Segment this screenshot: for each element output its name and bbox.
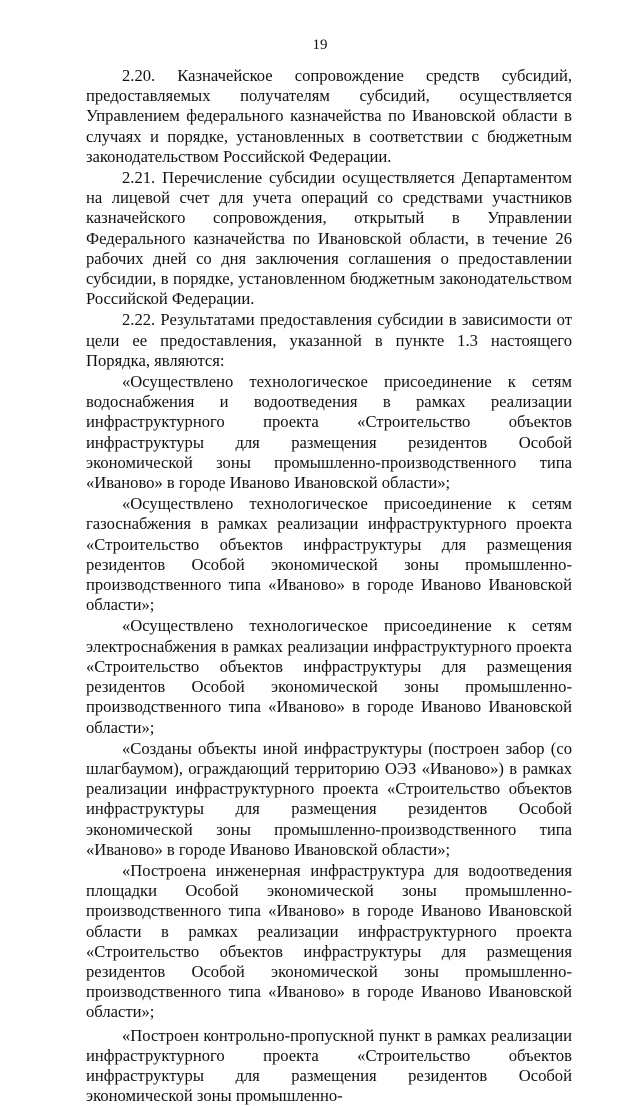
result-checkpoint: «Построен контрольно-пропускной пункт в рамках реализации инфраструктурного проекта «Строительство объектов инфраструктуры для размещения резидентов Особой экономической зоны промышленно-: [86, 1025, 572, 1106]
result-electric-connection: «Осуществлено технологическое присоединение к сетям электроснабжения в рамках реализации инфраструктурного проекта «Строительство объектов инфраструктуры для размещения резидентов Особой экономической зоны промышленно-производственного типа «Иваново» в городе Иваново Ивановской области»;: [86, 616, 572, 737]
result-gas-connection: «Осуществлено технологическое присоединение к сетям газоснабжения в рамках реализации инфраструктурного проекта «Строительство объектов инфраструктуры для размещения резидентов Особой экономической зоны промышленно-производственного типа «Иваново» в городе Иваново Ивановской области»;: [86, 494, 572, 615]
result-fence-infrastructure: «Созданы объекты иной инфраструктуры (построен забор (со шлагбаумом), ограждающий территорию ОЭЗ «Иваново») в рамках реализации инфраструктурного проекта «Строительство объектов инфраструктуры для размещения резидентов Особой экономической зоны промышленно-производственного типа «Иваново» в городе Иваново Ивановской области»;: [86, 738, 572, 859]
page-number: 19: [312, 37, 328, 53]
paragraph-2-21: 2.21. Перечисление субсидии осуществляется Департаментом на лицевой счет для учета операций со средствами участников казначейского сопровождения, открытый в Управлении Федерального казначейства по Ивановской области, в течение 26 рабочих дней со дня заключения соглашения о предоставлении субсидии, в порядке, установленном бюджетным законодательством Российской Федерации.: [86, 168, 572, 309]
document-body: [86, 66, 572, 1106]
paragraph-2-22: 2.22. Результатами предоставления субсидии в зависимости от цели ее предоставления, указанной в пункте 1.3 настоящего Порядка, являются:: [86, 310, 572, 370]
paragraph-2-20: 2.20. Казначейское сопровождение средств субсидий, предоставляемых получателям субсидий, осуществляется Управлением федерального казначейства по Ивановской области в случаях и порядке, установленных в соответствии с бюджетным законодательством Российской Федерации.: [86, 66, 572, 166]
result-drainage-infrastructure: «Построена инженерная инфраструктура для водоотведения площадки Особой экономической зоны промышленно-производственного типа «Иваново» в городе Иваново Ивановской области в рамках реализации инфраструктурного проекта «Строительство объектов инфраструктуры для размещения резидентов Особой экономической зоны промышленно-производственного типа «Иваново» в городе Иваново Ивановской области»;: [86, 860, 572, 1022]
result-water-connection: «Осуществлено технологическое присоединение к сетям водоснабжения и водоотведения в рамках реализации инфраструктурного проекта «Строительство объектов инфраструктуры для размещения резидентов Особой экономической зоны промышленно-производственного типа «Иваново» в городе Иваново Ивановской области»;: [86, 372, 572, 493]
